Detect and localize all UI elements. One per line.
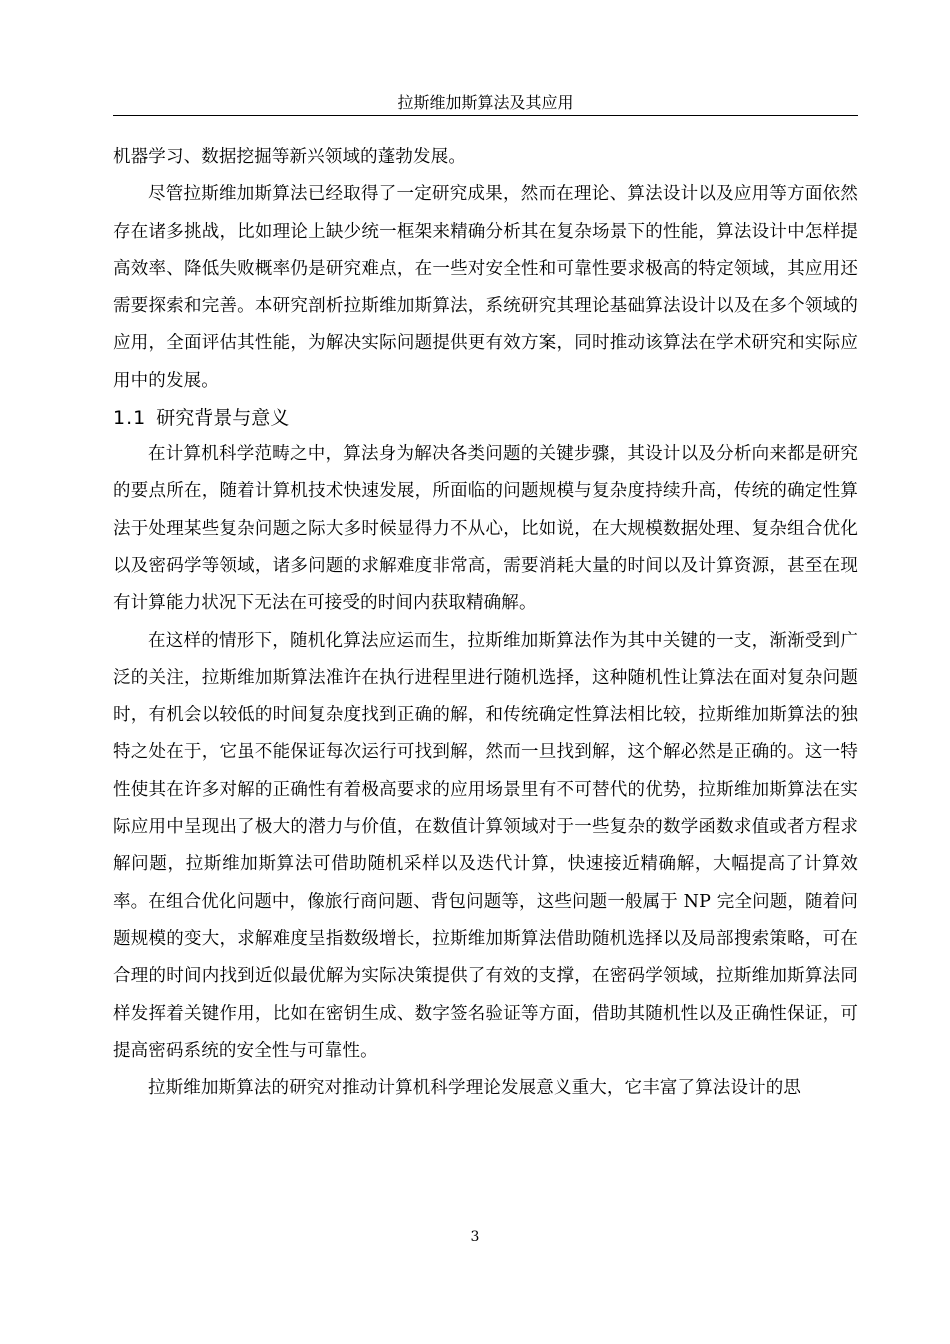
paragraph-significance: 拉斯维加斯算法的研究对推动计算机科学理论发展意义重大，它丰富了算法设计的思	[148, 1078, 802, 1099]
header-divider	[113, 115, 858, 116]
paragraph-continued: 机器学习、数据挖掘等新兴领域的蓬勃发展。	[113, 147, 466, 167]
page-number: 3	[470, 1229, 480, 1245]
paragraph-intro: 尽管拉斯维加斯算法已经取得了一定研究成果，然而在理论、算法设计以及应用等方面依然存在诸多挑战，比如理论上缺少统一框架来精确分析其在复杂场景下的性能，算法设计中怎样提高效率、降低失败概率仍是研究难点，在一些对安全性和可靠性要求极高的特定领域，其应用还需要探索和完善。本研究剖析拉斯维加斯算法，系统研究其理论基础算法设计以及在多个领域的应用，全面评估其性能，为解决实际问题提供更有效方案，同时推动该算法在学术研究和实际应用中的发展。	[113, 184, 858, 391]
body-text	[113, 139, 858, 1107]
running-header: 拉斯维加斯算法及其应用	[397, 93, 574, 112]
section-number: 1.1	[113, 407, 147, 430]
section-heading	[113, 400, 858, 436]
paragraph-situation: 在这样的情形下，随机化算法应运而生，拉斯维加斯算法作为其中关键的一支，渐渐受到广泛的关注，拉斯维加斯算法准许在执行进程里进行随机选择，这种随机性让算法在面对复杂问题时，有机会以较低的时间复杂度找到正确的解，和传统确定性算法相比较，拉斯维加斯算法的独特之处在于，它虽不能保证每次运行可找到解，然而一旦找到解，这个解必然是正确的。这一特性使其在许多对解的正确性有着极高要求的应用场景里有不可替代的优势，拉斯维加斯算法在实际应用中呈现出了极大的潜力与价值，在数值计算领域对于一些复杂的数学函数求值或者方程求解问题，拉斯维加斯算法可借助随机采样以及迭代计算，快速接近精确解，大幅提高了计算效率。在组合优化问题中，像旅行商问题、背包问题等，这些问题一般属于 NP 完全问题，随着问题规模的变大，求解难度呈指数级增长，拉斯维加斯算法借助随机选择以及局部搜索策略，可在合理的时间内找到近似最优解为实际决策提供了有效的支撑，在密码学领域，拉斯维加斯算法同样发挥着关键作用，比如在密钥生成、数字签名验证等方面，借助其随机性以及正确性保证，可提高密码系统的安全性与可靠性。	[113, 630, 858, 1061]
section-title: 研究背景与意义	[156, 407, 290, 430]
paragraph-background: 在计算机科学范畴之中，算法身为解决各类问题的关键步骤，其设计以及分析向来都是研究的要点所在，随着计算机技术快速发展，所面临的问题规模与复杂度持续升高，传统的确定性算法于处理某些复杂问题之际大多时候显得力不从心，比如说，在大规模数据处理、复杂组合优化以及密码学等领域，诸多问题的求解难度非常高，需要消耗大量的时间以及计算资源，甚至在现有计算能力状况下无法在可接受的时间内获取精确解。	[113, 444, 858, 614]
